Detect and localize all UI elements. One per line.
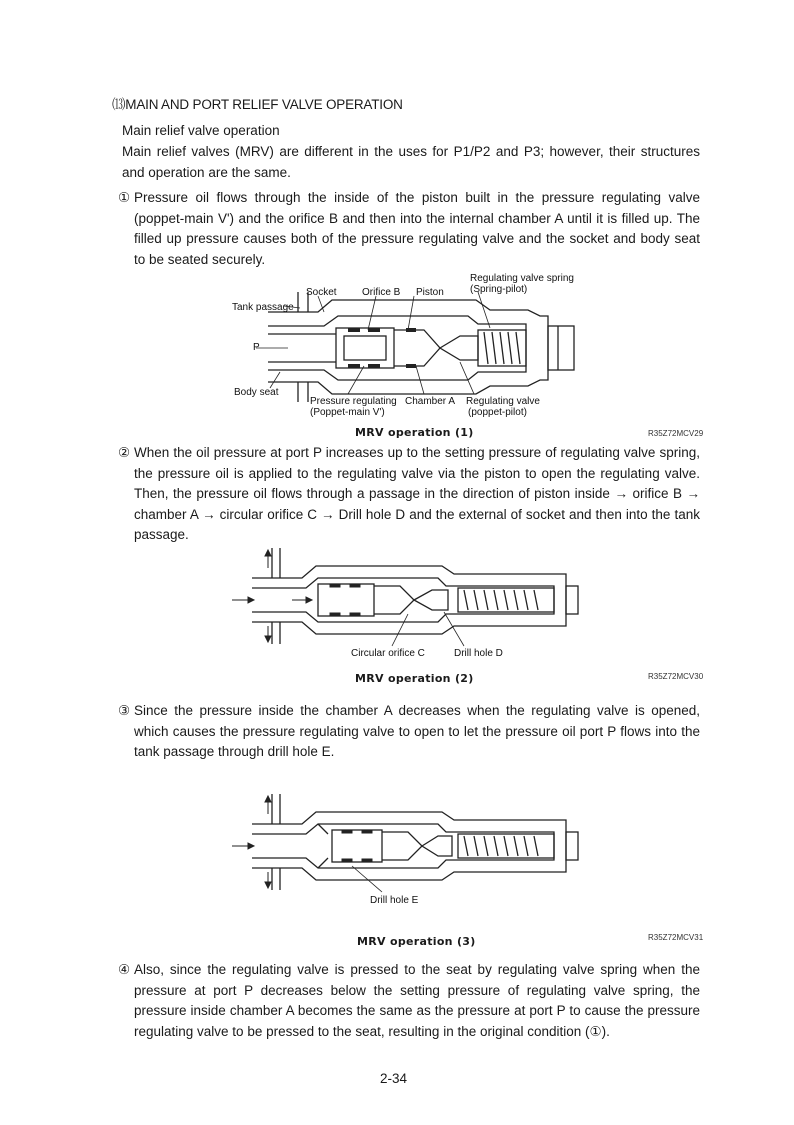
step-2	[118, 443, 700, 546]
figure-2-code: R35Z72MCV30	[648, 672, 704, 681]
label-tank-passage: Tank passage	[232, 302, 294, 313]
figure-3-caption: MRV operation (3)	[357, 935, 476, 948]
label-regulating-valve-spring: Regulating valve spring	[470, 273, 574, 284]
section-title: ⒀MAIN AND PORT RELIEF VALVE OPERATION	[112, 97, 403, 112]
figure-2-caption: MRV operation (2)	[355, 672, 474, 685]
step-marker: ②	[118, 445, 131, 460]
label-orifice-b: Orifice B	[362, 287, 401, 298]
step-marker: ③	[118, 703, 131, 718]
label-socket: Socket	[306, 287, 337, 298]
label-poppet-pilot: (poppet-pilot)	[468, 407, 527, 418]
label-piston: Piston	[416, 287, 444, 298]
label-poppet-main: (Poppet-main V')	[310, 407, 385, 418]
figure-3-code: R35Z72MCV31	[648, 933, 704, 942]
label-body-seat: Body seat	[234, 387, 279, 398]
step-marker: ④	[118, 962, 131, 977]
step-text: When the oil pressure at port P increases up to the setting pressure of regulating valve spring, the pressure oil is applied to the regulating valve via the piston to open the regulating valve. Then, the pressure oil flows through a passage in the direction of piston inside → orifice B → chamber A → circular orifice C → Drill hole D and the external of socket and then into the tank passage.	[134, 445, 700, 542]
intro-paragraph: Main relief valves (MRV) are different in the uses for P1/P2 and P3; however, their structures and operation are the same.	[122, 144, 700, 180]
step-1	[118, 188, 700, 270]
label-chamber-a: Chamber A	[405, 396, 456, 407]
mrv-operation-2-diagram	[232, 540, 582, 652]
label-port-p: P	[253, 342, 260, 353]
mrv-operation-3-diagram	[232, 786, 582, 898]
step-text: Since the pressure inside the chamber A decreases when the regulating valve is opened, which causes the pressure regulating valve to open to let the pressure oil port P flows into the tank passage through drill hole E.	[134, 703, 700, 759]
label-spring-pilot: (Spring-pilot)	[470, 284, 528, 295]
step-4	[118, 960, 700, 1042]
step-text: Also, since the regulating valve is pressed to the seat by regulating valve spring when the pressure at port P decreases below the setting pressure of regulating valve spring, the pressure inside chamber A becomes the same as the pressure at port P to cause the pressure regulating valve to be pressed to the seat, resulting in the original condition (①).	[134, 962, 700, 1039]
step-text: Pressure oil flows through the inside of the piston built in the pressure regulating valve (poppet-main V') and the orifice B and then into the internal chamber A until it is filled up. The filled up pressure causes both of the pressure regulating valve and the socket and body seat to be seated securely.	[134, 190, 700, 267]
page-number: 2-34	[380, 1071, 408, 1086]
label-pressure-regulating: Pressure regulating	[310, 396, 397, 407]
label-drill-hole-d: Drill hole D	[454, 648, 503, 659]
step-3	[118, 701, 700, 763]
label-drill-hole-e: Drill hole E	[370, 895, 419, 906]
figure-1-code: R35Z72MCV29	[648, 429, 704, 438]
step-marker: ①	[118, 190, 131, 205]
label-circular-orifice-c: Circular orifice C	[351, 648, 425, 659]
label-regulating-valve: Regulating valve	[466, 396, 540, 407]
subsection-title: Main relief valve operation	[122, 123, 280, 138]
figure-1-caption: MRV operation (1)	[355, 426, 474, 439]
